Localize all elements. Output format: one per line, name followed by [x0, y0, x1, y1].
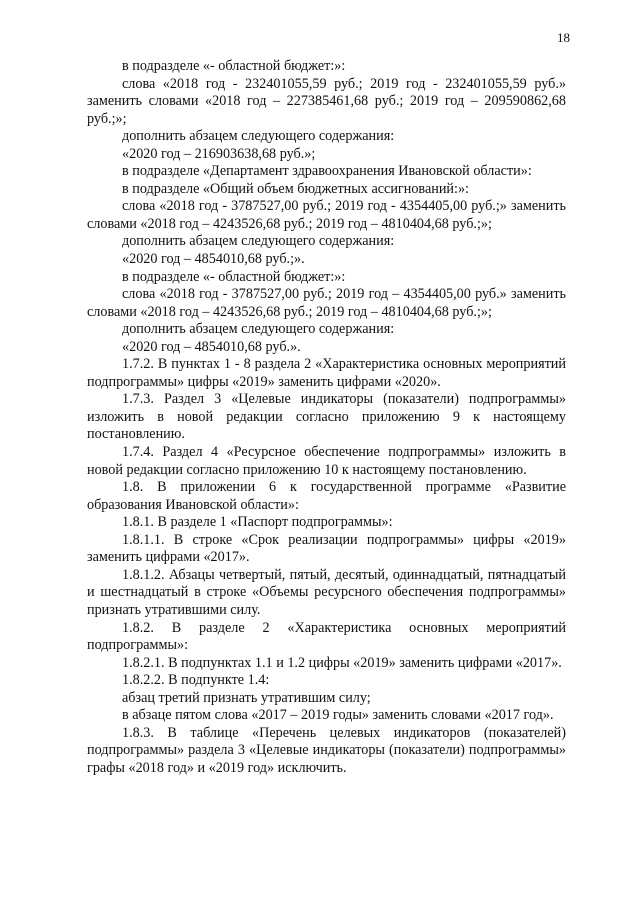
paragraph: 1.8.3. В таблице «Перечень целевых индикаторов (показателей) подпрограммы» раздела 3 «Целевые индикаторы (показатели) подпрограммы» графы «2018 год» и «2019 год» исключить.	[87, 724, 566, 776]
paragraph: в подразделе «Общий объем бюджетных ассигнований:»:	[122, 180, 469, 197]
paragraph: 1.8.2.1. В подпунктах 1.1 и 1.2 цифры «2019» заменить цифрами «2017».	[122, 654, 562, 671]
paragraph: «2020 год – 216903638,68 руб.»;	[122, 145, 316, 162]
paragraph: дополнить абзацем следующего содержания:	[122, 321, 395, 338]
paragraph: в подразделе «- областной бюджет:»:	[122, 268, 346, 285]
document-body	[87, 58, 566, 777]
paragraph: слова «2018 год - 232401055,59 руб.; 2019 год - 232401055,59 руб.» заменить словами «2018 год – 227385461,68 руб.; 2019 год – 209590862,68 руб.;»;	[87, 75, 566, 127]
paragraph: 1.8.2.2. В подпункте 1.4:	[122, 672, 270, 689]
paragraph: слова «2018 год - 3787527,00 руб.; 2019 год - 4354405,00 руб.;» заменить словами «2018 год – 4243526,68 руб.; 2019 год – 4810404,68 руб.;»;	[87, 198, 566, 232]
paragraph: 1.7.4. Раздел 4 «Ресурсное обеспечение подпрограммы» изложить в новой редакции согласно приложению 10 к настоящему постановлению.	[87, 444, 566, 478]
paragraph: 1.8.1.2. Абзацы четвертый, пятый, десятый, одиннадцатый, пятнадцатый и шестнадцатый в строке «Объемы ресурсного обеспечения подпрограммы» признать утратившими силу.	[87, 566, 566, 618]
paragraph: 1.8. В приложении 6 к государственной программе «Развитие образования Ивановской области»:	[87, 479, 566, 513]
paragraph: абзац третий признать утратившим силу;	[122, 689, 371, 706]
paragraph: «2020 год – 4854010,68 руб.;».	[122, 251, 305, 268]
paragraph: 1.8.1. В разделе 1 «Паспорт подпрограммы»:	[122, 514, 393, 531]
paragraph: в абзаце пятом слова «2017 – 2019 годы» заменить словами «2017 год».	[122, 707, 554, 724]
paragraph: слова «2018 год - 3787527,00 руб.; 2019 год – 4354405,00 руб.» заменить словами «2018 год – 4243526,68 руб.; 2019 год – 4810404,68 руб.;»;	[87, 286, 566, 320]
paragraph: «2020 год – 4854010,68 руб.».	[122, 338, 301, 355]
page-number: 18	[557, 30, 570, 45]
paragraph: 1.7.2. В пунктах 1 - 8 раздела 2 «Характеристика основных мероприятий подпрограммы» цифры «2019» заменить цифрами «2020».	[87, 356, 566, 390]
paragraph: 1.7.3. Раздел 3 «Целевые индикаторы (показатели) подпрограммы» изложить в новой редакции согласно приложению 9 к настоящему постановлению.	[87, 391, 566, 443]
paragraph: дополнить абзацем следующего содержания:	[122, 128, 395, 145]
paragraph: дополнить абзацем следующего содержания:	[122, 233, 395, 250]
paragraph: в подразделе «- областной бюджет:»:	[122, 58, 346, 74]
paragraph: 1.8.1.1. В строке «Срок реализации подпрограммы» цифры «2019» заменить цифрами «2017».	[87, 531, 566, 566]
paragraph: 1.8.2. В разделе 2 «Характеристика основных мероприятий подпрограммы»:	[87, 619, 566, 654]
paragraph: в подразделе «Департамент здравоохранения Ивановской области»:	[122, 163, 532, 180]
